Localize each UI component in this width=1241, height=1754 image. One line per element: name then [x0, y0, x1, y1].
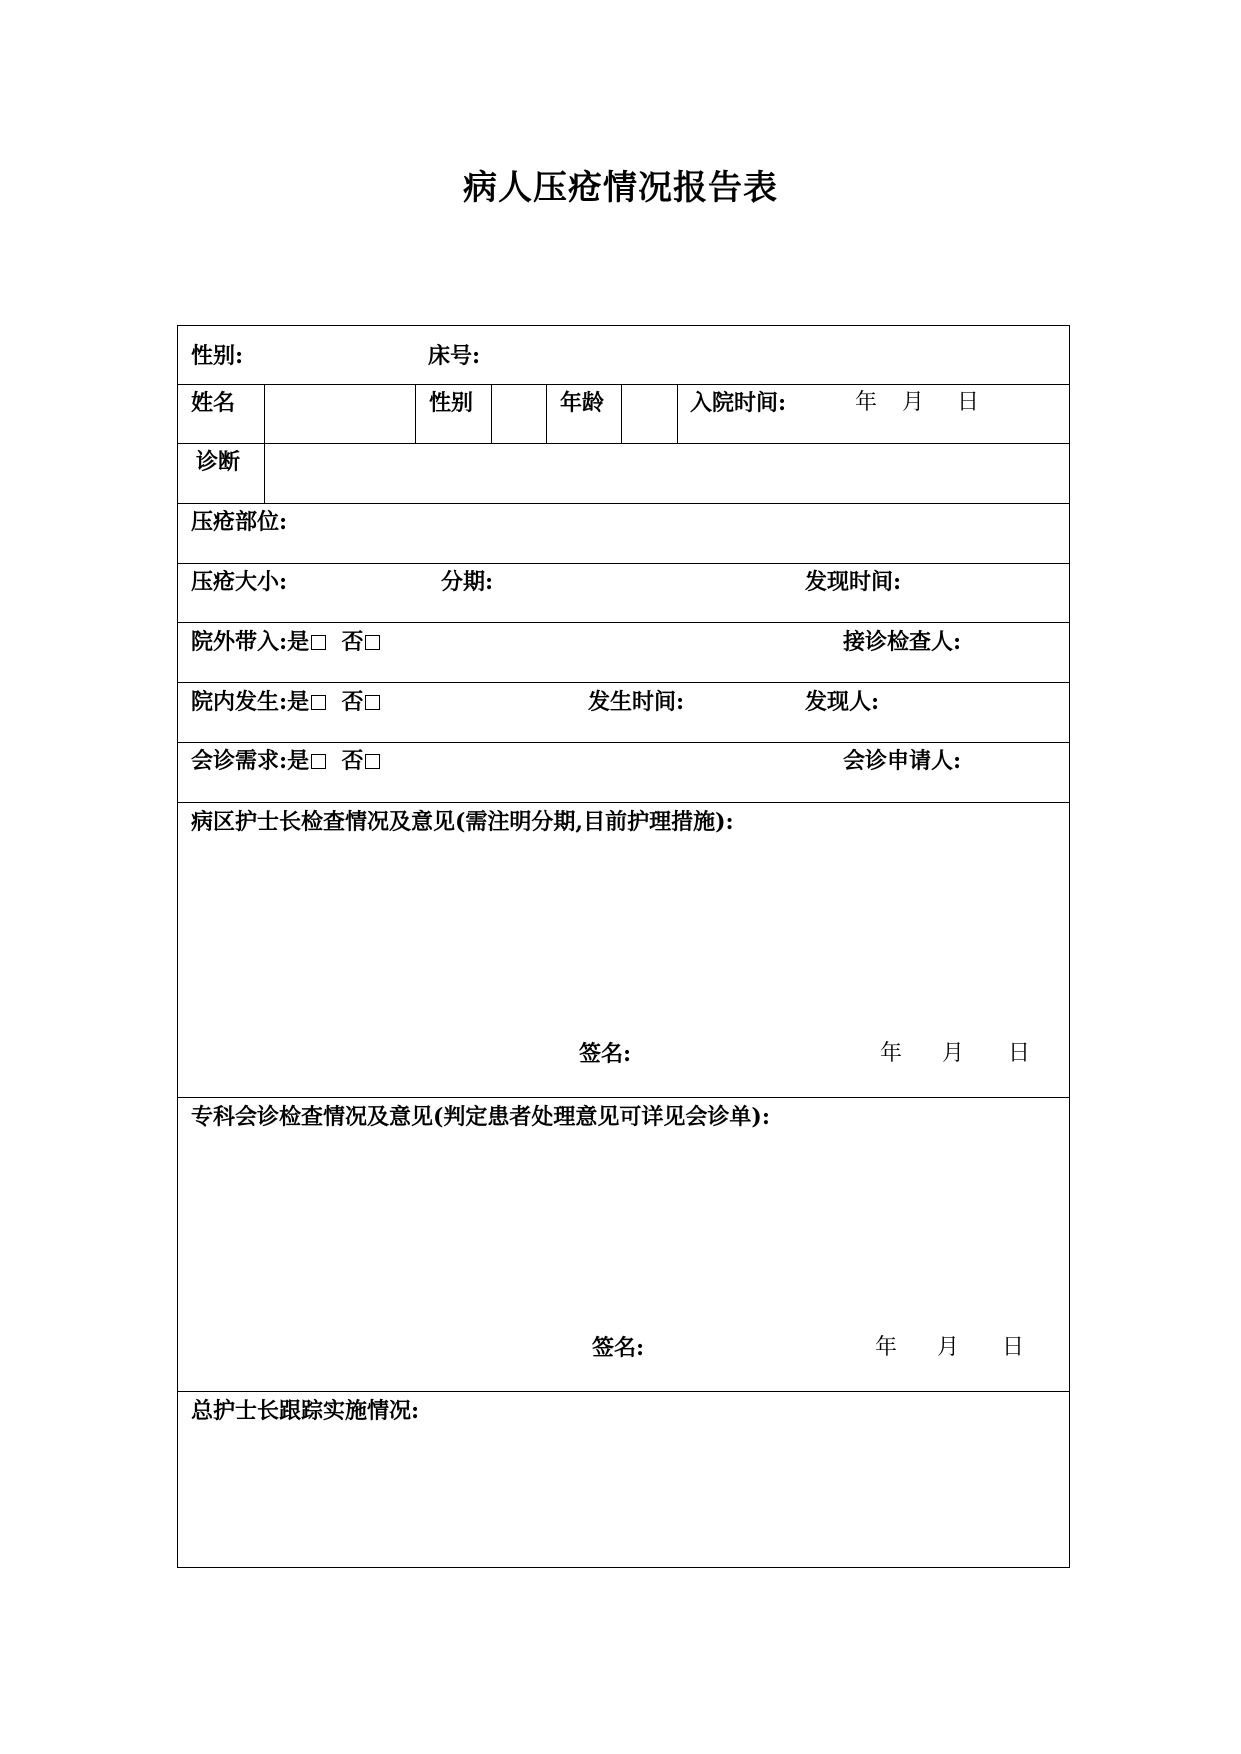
- month-label: 月: [937, 1335, 960, 1360]
- gender-label: 性别:: [191, 343, 244, 369]
- admission-time-label: 入院时间:: [690, 390, 787, 416]
- specialist-consult-heading: 专科会诊检查情况及意见(判定患者处理意见可详见会诊单):: [191, 1104, 770, 1130]
- occurrence-time-label: 发生时间:: [588, 689, 685, 715]
- no-checkbox[interactable]: [365, 635, 380, 650]
- row-diagnosis: [178, 444, 1069, 504]
- row-specialist-consult: [178, 1098, 1069, 1392]
- row-gender-bed: [178, 326, 1069, 385]
- signature-label: 签名:: [592, 1335, 645, 1361]
- page-title: 病人压疮情况报告表: [463, 168, 778, 208]
- row-consult-need: [178, 743, 1069, 803]
- divider: [491, 385, 492, 443]
- divider: [415, 385, 416, 443]
- yes-checkbox[interactable]: [311, 754, 326, 769]
- year-label: 年: [880, 1041, 903, 1066]
- name-label: 姓名: [191, 390, 236, 416]
- ulcer-size-label: 压疮大小:: [191, 569, 288, 595]
- bed-number-label: 床号:: [428, 343, 481, 369]
- row-patient-info: [178, 385, 1069, 444]
- year-label: 年: [875, 1335, 898, 1360]
- month-label: 月: [902, 390, 925, 415]
- consult-need-label: 会诊需求:是 否: [191, 748, 380, 774]
- divider: [621, 385, 622, 443]
- row-ward-head-nurse: [178, 803, 1069, 1098]
- gender-cell-label: 性别: [429, 390, 474, 416]
- year-label: 年: [855, 390, 878, 415]
- yes-checkbox[interactable]: [311, 695, 326, 710]
- row-ulcer-size: [178, 564, 1069, 623]
- found-time-label: 发现时间:: [805, 569, 902, 595]
- signature-label: 签名:: [579, 1041, 632, 1067]
- brought-in-label: 院外带入:是 否: [191, 629, 380, 655]
- row-chief-nurse-followup: [178, 1392, 1069, 1567]
- divider: [677, 385, 678, 443]
- finder-label: 发现人:: [805, 689, 880, 715]
- row-in-hospital: [178, 683, 1069, 743]
- no-checkbox[interactable]: [365, 695, 380, 710]
- ward-head-nurse-heading: 病区护士长检查情况及意见(需注明分期,目前护理措施):: [191, 809, 734, 835]
- day-label: 日: [1002, 1335, 1025, 1360]
- report-form: [177, 325, 1070, 1568]
- diagnosis-label: 诊断: [196, 449, 241, 475]
- receiving-examiner-label: 接诊检查人:: [843, 629, 962, 655]
- row-brought-in: [178, 623, 1069, 683]
- consult-applicant-label: 会诊申请人:: [843, 748, 962, 774]
- in-hospital-label: 院内发生:是 否: [191, 689, 380, 715]
- yes-checkbox[interactable]: [311, 635, 326, 650]
- day-label: 日: [1008, 1041, 1031, 1066]
- age-label: 年龄: [560, 390, 605, 416]
- divider: [264, 385, 265, 443]
- divider: [264, 444, 265, 503]
- no-checkbox[interactable]: [365, 754, 380, 769]
- divider: [546, 385, 547, 443]
- month-label: 月: [942, 1041, 965, 1066]
- ulcer-site-label: 压疮部位:: [191, 509, 288, 535]
- stage-label: 分期:: [441, 569, 494, 595]
- day-label: 日: [957, 390, 980, 415]
- chief-nurse-followup-heading: 总护士长跟踪实施情况:: [191, 1398, 420, 1424]
- row-ulcer-site: [178, 504, 1069, 564]
